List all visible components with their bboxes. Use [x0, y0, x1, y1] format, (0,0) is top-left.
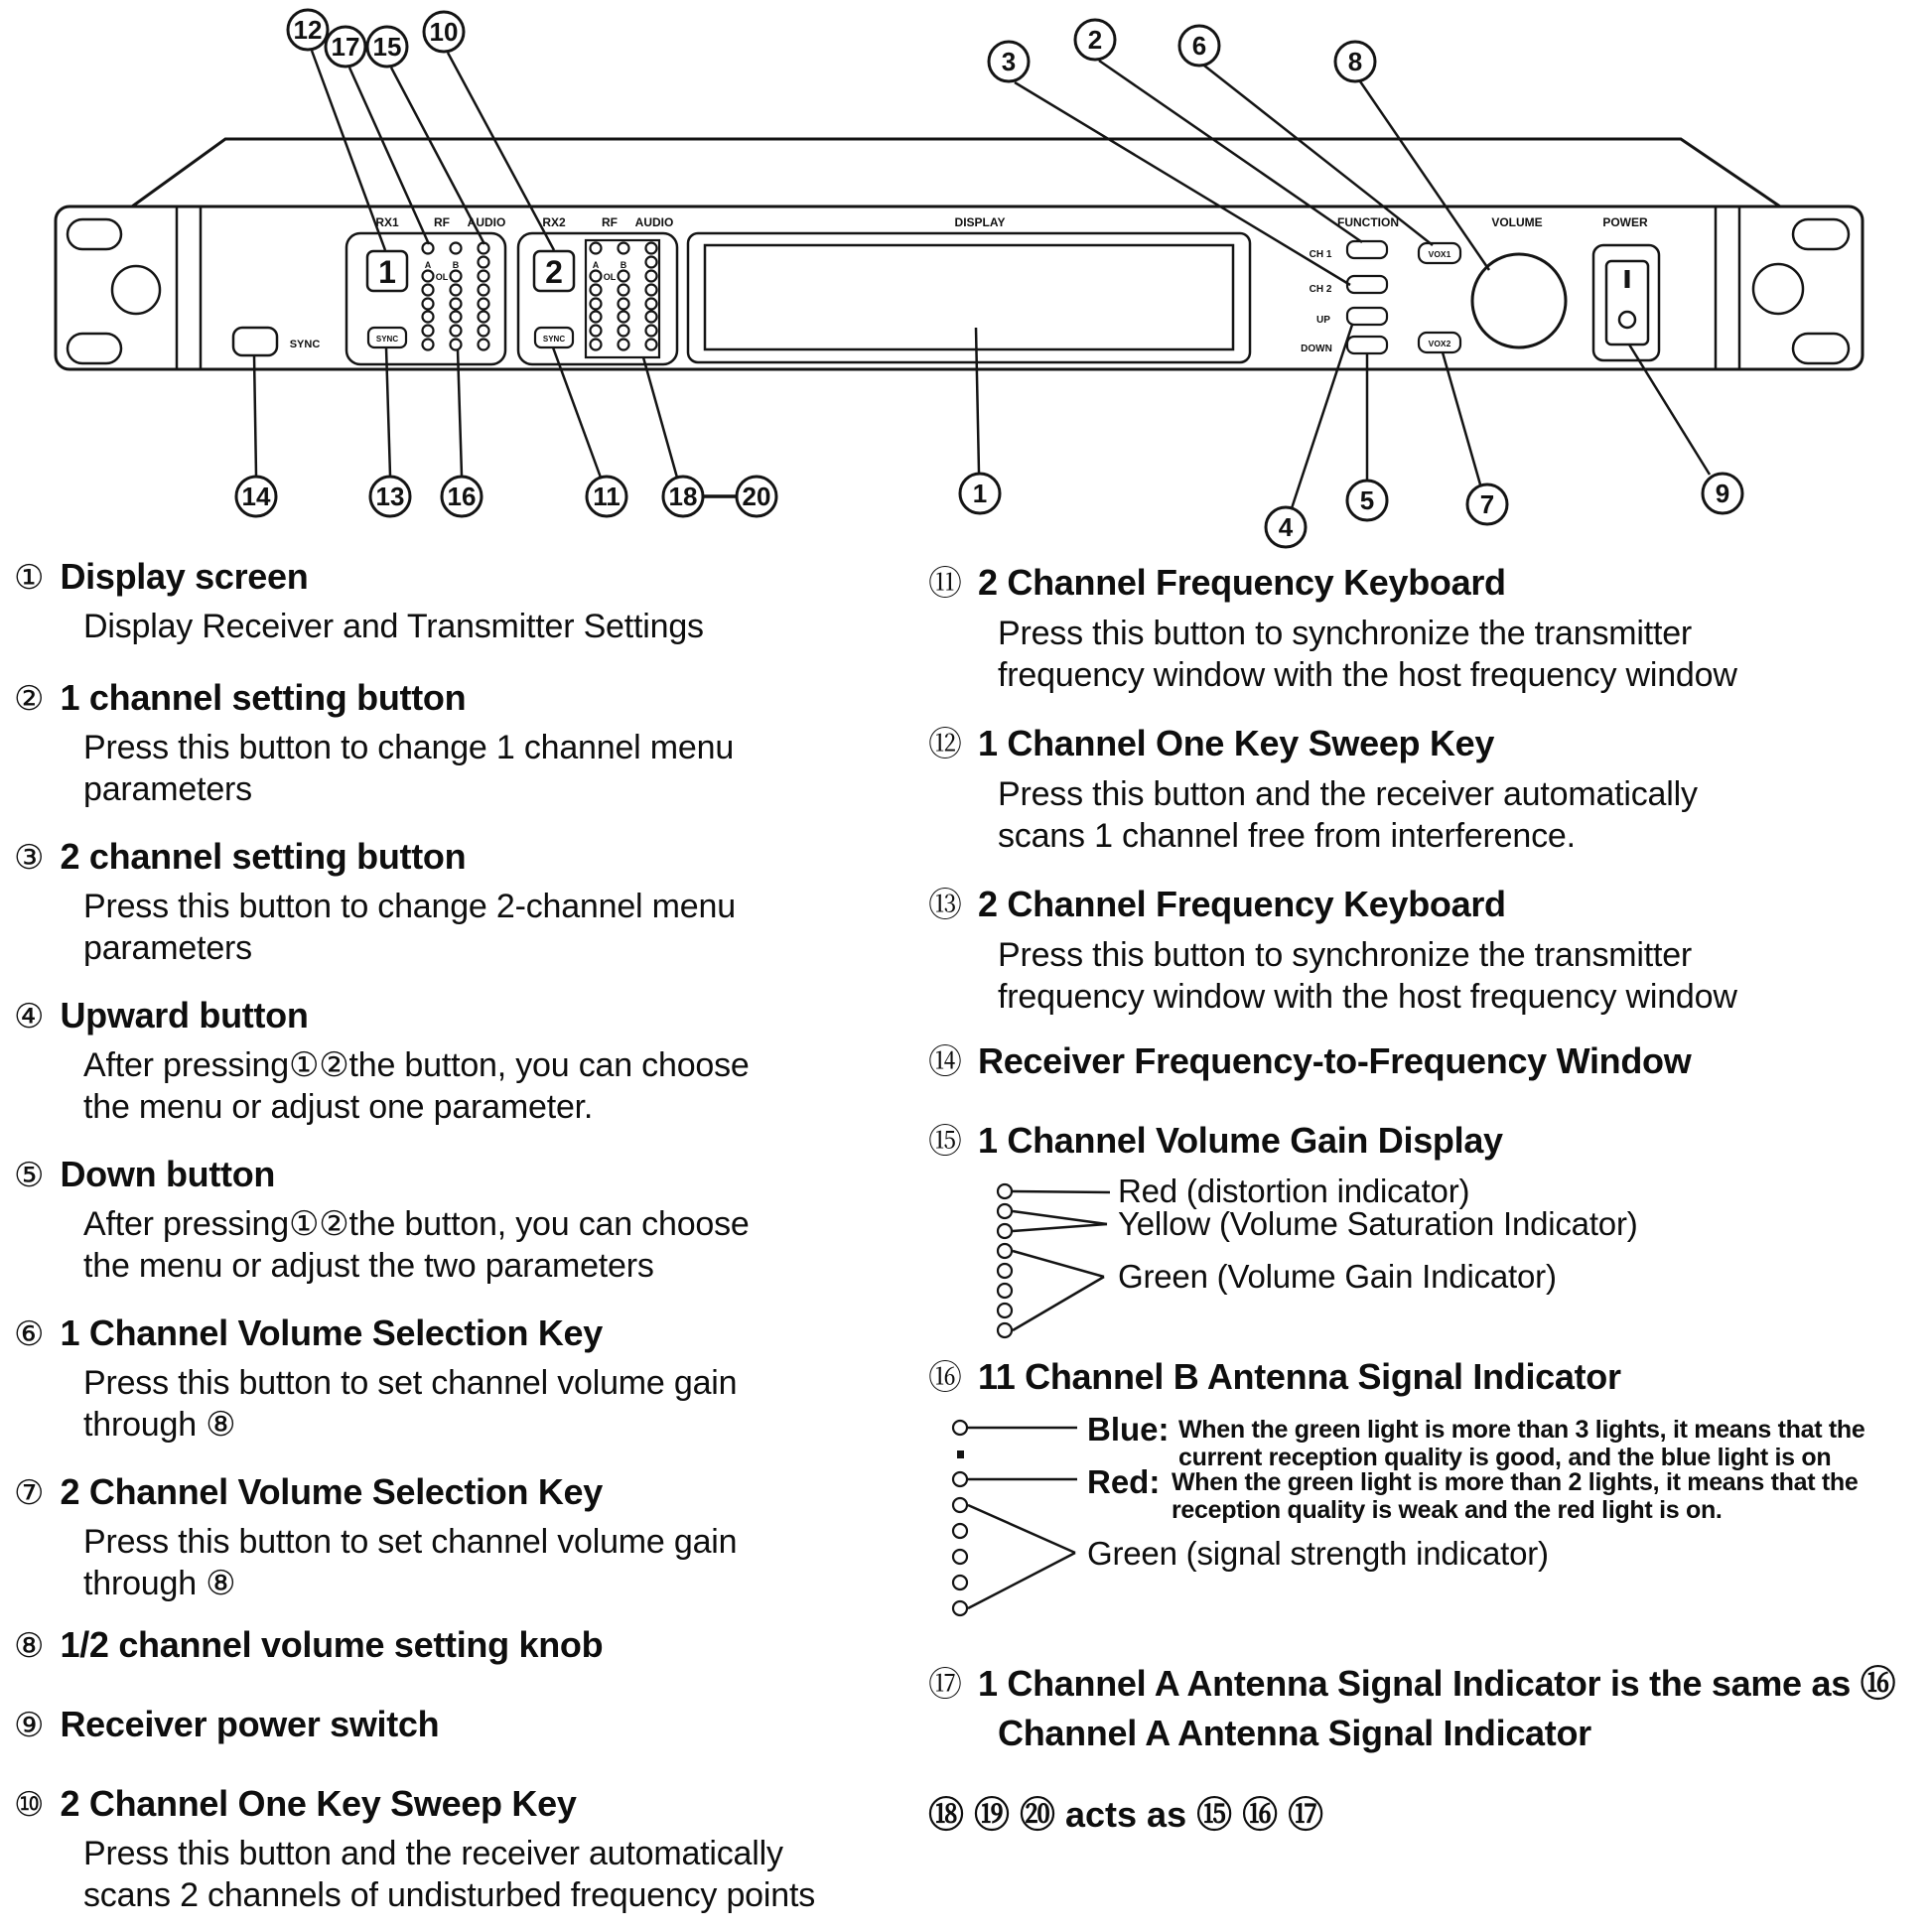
rx1-led-indicators	[423, 243, 489, 350]
item-title: Receiver power switch	[60, 1704, 440, 1744]
item-number: ⑩	[14, 1786, 45, 1824]
item-text: Press this button to change 1 channel menu	[83, 729, 735, 766]
small-led-dot	[957, 1450, 964, 1458]
item-number: ⑧	[14, 1627, 45, 1665]
ch1-button	[1347, 241, 1387, 258]
item-text: After pressing①②the button, you can choose	[83, 1205, 750, 1243]
item-text: Press this button to synchronize the transmitter	[998, 936, 1693, 974]
list-item-6	[14, 1312, 768, 1446]
volume-knob	[1472, 254, 1566, 347]
rx1-label: RX1	[375, 215, 399, 229]
list-item-3	[14, 836, 768, 969]
audio-label: AUDIO	[467, 215, 506, 229]
list-item-18-19-20	[928, 1787, 1931, 1838]
item-text: scans 1 channel free from interference.	[998, 817, 1576, 855]
power-label: POWER	[1602, 215, 1648, 229]
red-led-text: When the green light is more than 2 lights, it means that the reception quality is weak and the red light is on.	[1172, 1468, 1859, 1524]
callout-8: 8	[1347, 47, 1363, 76]
antenna-signal-led-legend	[948, 1411, 1931, 1632]
item-text: parameters	[83, 929, 252, 967]
rx2-label: RX2	[542, 215, 566, 229]
list-item-13	[928, 878, 1931, 1018]
callout-6: 6	[1191, 31, 1207, 61]
callout-lines	[254, 51, 1710, 508]
sync-label: SYNC	[289, 339, 321, 350]
list-item-2	[14, 677, 768, 810]
display-bezel	[688, 233, 1250, 362]
list-item-14	[928, 1035, 1931, 1083]
callout-20: 20	[742, 482, 771, 511]
item-title: 2 channel setting button	[60, 836, 467, 877]
rack-slot	[1793, 219, 1849, 249]
chassis-top-face	[132, 139, 1780, 207]
item-number: ⑭	[928, 1043, 962, 1081]
item-text: through ⑧	[83, 1406, 236, 1444]
item-number: ⑨	[14, 1707, 45, 1744]
item-number: ⑬	[928, 887, 962, 924]
power-off-mark	[1619, 312, 1635, 328]
list-item-4	[14, 995, 768, 1128]
item-text: Press this button and the receiver automatically	[83, 1835, 783, 1872]
item-title: 2 Channel One Key Sweep Key	[60, 1783, 577, 1824]
item-text: Press this button to synchronize the transmitter	[998, 615, 1693, 652]
item-text: the menu or adjust the two parameters	[83, 1247, 654, 1285]
item-number: ⑤	[14, 1157, 45, 1194]
rx2-channel-number: 2	[545, 254, 563, 290]
audio-label: AUDIO	[634, 215, 674, 229]
callout-12: 12	[293, 15, 323, 45]
down-label: DOWN	[1301, 344, 1332, 354]
callout-10: 10	[429, 17, 459, 47]
blue-led-text: When the green light is more than 3 lights, it means that the current reception quality is good, and the blue light is on	[1178, 1416, 1865, 1471]
callout-3: 3	[1001, 47, 1017, 76]
item-number: ⑫	[928, 726, 962, 763]
blue-led-label: Blue:	[1087, 1411, 1170, 1448]
item-title: Down button	[60, 1154, 276, 1194]
list-item-11	[928, 556, 1931, 696]
list-item-17	[928, 1656, 1932, 1754]
red-led-label: Red:	[1087, 1463, 1161, 1500]
up-label: UP	[1316, 315, 1330, 326]
item-number: ①	[14, 559, 45, 597]
item-number: ④	[14, 998, 45, 1035]
callout-15: 15	[372, 32, 402, 62]
rx1-antenna-b-label: B	[452, 260, 460, 270]
callout-13: 13	[375, 482, 405, 511]
rack-slot	[68, 219, 121, 249]
rx1-channel-number: 1	[378, 254, 396, 290]
item-text: frequency window with the host frequency window	[998, 656, 1737, 694]
yellow-led-label: Yellow (Volume Saturation Indicator)	[1118, 1205, 1638, 1242]
rf-label: RF	[602, 215, 618, 229]
item-number: ⑯	[928, 1359, 962, 1397]
callout-11: 11	[593, 482, 621, 511]
green-led-label: Green (signal strength indicator)	[1087, 1535, 1549, 1572]
receiver-front-panel-diagram	[0, 0, 1932, 552]
callout-4: 4	[1278, 512, 1294, 542]
list-item-7	[14, 1471, 768, 1604]
item-title: Display screen	[60, 556, 309, 597]
callout-1: 1	[972, 479, 988, 508]
list-item-10	[14, 1783, 815, 1916]
rf-label: RF	[434, 215, 450, 229]
acts-as-note: ⑱ ⑲ ⑳ acts as ⑮ ⑯ ⑰	[928, 1794, 1324, 1835]
list-item-15	[928, 1114, 1931, 1163]
ch2-button	[1347, 276, 1387, 293]
item-text: Display Receiver and Transmitter Settings	[83, 608, 704, 645]
up-button	[1347, 308, 1387, 325]
ch1-label: CH 1	[1309, 249, 1332, 260]
item-title: Receiver Frequency-to-Frequency Window	[978, 1040, 1692, 1081]
rx1-antenna-a-label: A	[424, 260, 432, 270]
item-text: frequency window with the host frequency window	[998, 978, 1737, 1016]
item-title: 2 Channel Frequency Keyboard	[978, 884, 1506, 924]
rack-hole	[1753, 264, 1803, 314]
item-text: through ⑧	[83, 1565, 236, 1602]
item-title: 1 Channel Volume Selection Key	[60, 1312, 603, 1353]
down-button	[1347, 337, 1387, 353]
item-title: 1 Channel One Key Sweep Key	[978, 723, 1495, 763]
list-item-1	[14, 556, 768, 647]
rack-slot	[1793, 334, 1849, 363]
green-led-label: Green (Volume Gain Indicator)	[1118, 1258, 1557, 1295]
item-number: ⑮	[928, 1123, 962, 1161]
callout-14: 14	[241, 482, 271, 511]
item-text: After pressing①②the button, you can choose	[83, 1046, 750, 1084]
led-column-diagram	[948, 1414, 1097, 1627]
rx2-antenna-b-label: B	[620, 260, 627, 270]
red-led-label: Red (distortion indicator)	[1118, 1173, 1470, 1209]
list-item-5	[14, 1154, 768, 1287]
item-title: 1 channel setting button	[60, 677, 467, 718]
vox2-label: VOX2	[1428, 339, 1451, 348]
list-item-8	[14, 1624, 768, 1666]
item-text: Press this button to set channel volume gain	[83, 1364, 738, 1402]
item-number: ⑦	[14, 1474, 45, 1512]
callout-16: 16	[447, 482, 477, 511]
item-title-line2: Channel A Antenna Signal Indicator	[998, 1713, 1591, 1753]
rx2-led-indicators	[591, 243, 657, 350]
rx2-sync-label: SYNC	[542, 335, 566, 344]
item-number: ⑪	[928, 565, 962, 603]
list-item-12	[928, 717, 1931, 857]
function-label: FUNCTION	[1337, 215, 1399, 229]
callouts-bottom	[236, 474, 1742, 547]
item-title: Upward button	[60, 995, 309, 1035]
ch2-label: CH 2	[1309, 284, 1332, 295]
rx1-ol-label: OL	[435, 272, 449, 282]
callout-7: 7	[1479, 489, 1495, 519]
rx2-ol-label: OL	[603, 272, 617, 282]
item-title: 1/2 channel volume setting knob	[60, 1624, 604, 1665]
item-number: ⑥	[14, 1315, 45, 1353]
display-screen	[705, 245, 1233, 349]
volume-label: VOLUME	[1491, 215, 1543, 229]
rack-slot	[68, 334, 121, 363]
callout-18: 18	[668, 482, 698, 511]
ir-sync-window	[233, 328, 277, 355]
display-label: DISPLAY	[954, 215, 1006, 229]
item-text: Press this button to change 2-channel menu	[83, 888, 736, 925]
list-item-16	[928, 1350, 1931, 1399]
chassis-front	[56, 207, 1863, 369]
item-text: Press this button and the receiver automatically	[998, 775, 1698, 813]
callout-17: 17	[331, 32, 360, 62]
callout-2: 2	[1087, 25, 1103, 55]
callout-5: 5	[1359, 485, 1375, 515]
item-title: 11 Channel B Antenna Signal Indicator	[978, 1356, 1621, 1397]
callout-9: 9	[1715, 479, 1730, 508]
vox1-label: VOX1	[1428, 249, 1451, 259]
item-title: 1 Channel Volume Gain Display	[978, 1120, 1503, 1161]
item-text: the menu or adjust one parameter.	[83, 1088, 594, 1126]
list-item-9	[14, 1704, 768, 1745]
rack-hole	[112, 266, 160, 314]
item-title: 2 Channel Frequency Keyboard	[978, 562, 1506, 603]
item-text: parameters	[83, 770, 252, 808]
volume-gain-led-legend	[993, 1173, 1767, 1356]
item-title: 2 Channel Volume Selection Key	[60, 1471, 603, 1512]
item-number: ⑰	[928, 1666, 962, 1704]
item-number: ②	[14, 680, 45, 718]
rx2-antenna-a-label: A	[592, 260, 600, 270]
rx1-sync-label: SYNC	[375, 335, 399, 344]
item-title: 1 Channel A Antenna Signal Indicator is the same as ⑯	[978, 1663, 1896, 1704]
item-number: ③	[14, 839, 45, 877]
item-text: scans 2 channels of undisturbed frequency points	[83, 1876, 815, 1914]
item-text: Press this button to set channel volume gain	[83, 1523, 738, 1561]
